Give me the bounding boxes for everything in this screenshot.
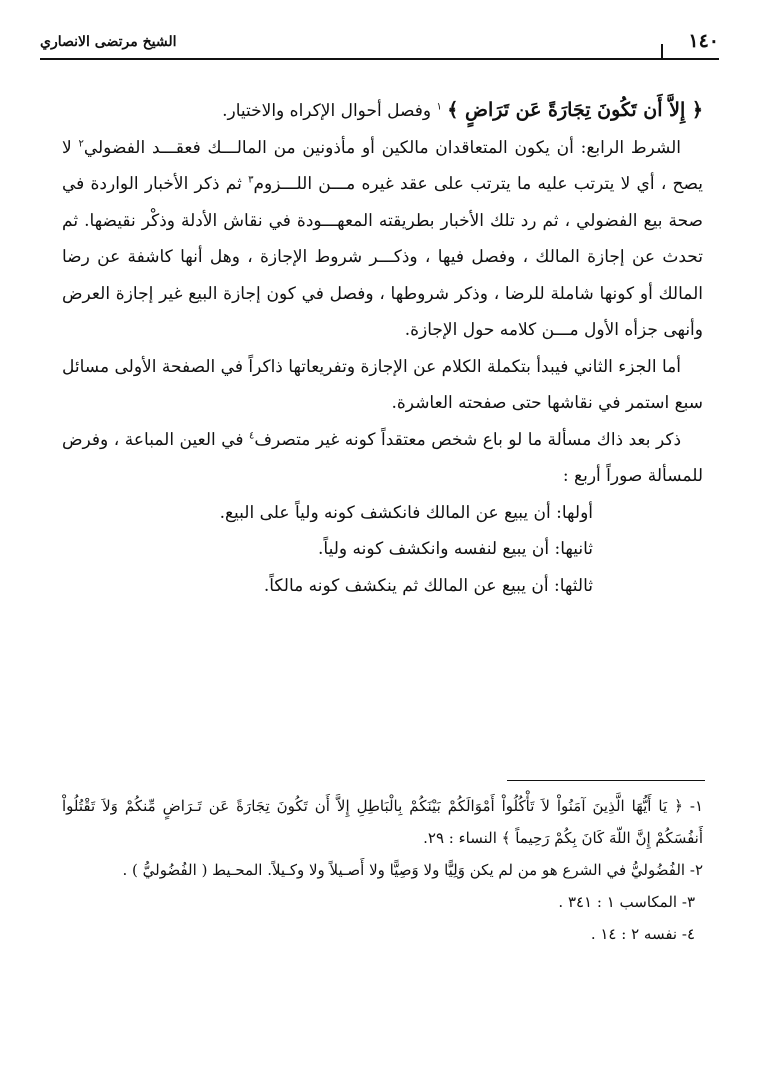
paragraph-text: الشرط الرابع: أن يكون المتعاقدان مالكين أو مأذونين من المالـــك فعقـــد الفضولي (83, 137, 682, 158)
header-rule (40, 58, 719, 60)
paragraph-text: ذكر بعد ذاك مسألة ما لو باع شخص معتقداً كونه غير متصرف (254, 429, 682, 450)
footnote-2: ٢- الفُضُوليُّ في الشرع هو من لم يكن وَلِيًّا ولا وَصِيًّا ولا أَصـيلاً ولا وكـيلاً. المحـيط ( الفُضُوليُّ ) . (122, 861, 703, 879)
paragraph-part-two: أما الجزء الثاني فيبدأ بتكملة الكلام عن الإجازة وتفريعاتها ذاكراً في الصفحة الأولى مسائل سبع استمر في نقاشها حتى صفحته العاشرة. (62, 356, 703, 413)
footnote-separator (507, 780, 705, 781)
footnotes (62, 790, 703, 950)
paragraph-text: في العين المباعة ، وفرض للمسألة صوراً أربع : (62, 429, 703, 486)
footnote-ref: ١ (436, 101, 442, 113)
paragraph-text: ثم ذكر الأخبار الواردة في صحة بيع الفضولي ، ثم رد تلك الأخبار بطريقته المعهـــودة في نقاش الأدلة وذكْر نقيضها. ثم تحدث عن إجازة المالك ، وفصل فيها ، وذكـــر شروط الإجازة ، وهل أنها كاشفة عن رضا المالك أو كونها شاملة للرضا ، وذكر شروطها ، وفصل في كون إجازة البيع غير إجازة العرض وأنهى جزأه الأول مـــن كلامه حول الإجازة. (62, 174, 703, 340)
footnote-3: ٣- المكاسب ١ : ٣٤١ . (558, 893, 695, 911)
paragraph-text: لا يصح ، أي لا يترتب عليه ما يترتب على عقد غيره مـــن اللـــزوم (62, 137, 703, 194)
running-title: الشيخ مرتضى الانصاري (40, 34, 177, 50)
page-number-divider (661, 44, 663, 59)
list-item: أولها: أن يبيع عن المالك فانكشف كونه ولياً على البيع. (219, 502, 593, 523)
footnote-1: ١- ﴿ يَا أَيُّهَا الَّذِينَ آمَنُواْ لاَ تَأْكُلُواْ أَمْوَالَكُمْ بَيْنَكُمْ بِالْبَاطِلِ إِلاَّ أَن تَكُونَ تِجَارَةً عَن تَـرَاضٍ مِّنكُمْ وَلاَ تَقْتُلُواْ أَنفُسَكُمْ إِنَّ اللّهَ كَانَ بِكُمْ رَحِيماً ﴾ النساء : ٢٩. (62, 797, 703, 847)
paragraph-text: وفصل أحوال الإكراه والاختيار. (222, 101, 432, 121)
main-text (62, 92, 703, 604)
footnote-4: ٤- نفسه ٢ : ١٤ . (590, 925, 695, 943)
running-header (40, 30, 719, 60)
paragraph-issue (62, 422, 703, 495)
footnote-ref: ٤ (249, 429, 255, 441)
paragraph-verse (62, 92, 703, 130)
list-item: ثالثها: أن يبيع عن المالك ثم ينكشف كونه مالكاً. (263, 575, 593, 596)
page-number: ١٤٠ (688, 30, 719, 52)
footnote-ref: ٢ (78, 137, 84, 149)
list-item: ثانيها: أن يبيع لنفسه وانكشف كونه ولياً. (317, 539, 593, 559)
footnote-ref: ٣ (248, 174, 254, 186)
quran-verse: ﴿ إِلاَّ أَن تَكُونَ تِجَارَةً عَن تَرَاضٍ ﴾ (447, 99, 703, 121)
paragraph-condition-four (62, 130, 703, 349)
